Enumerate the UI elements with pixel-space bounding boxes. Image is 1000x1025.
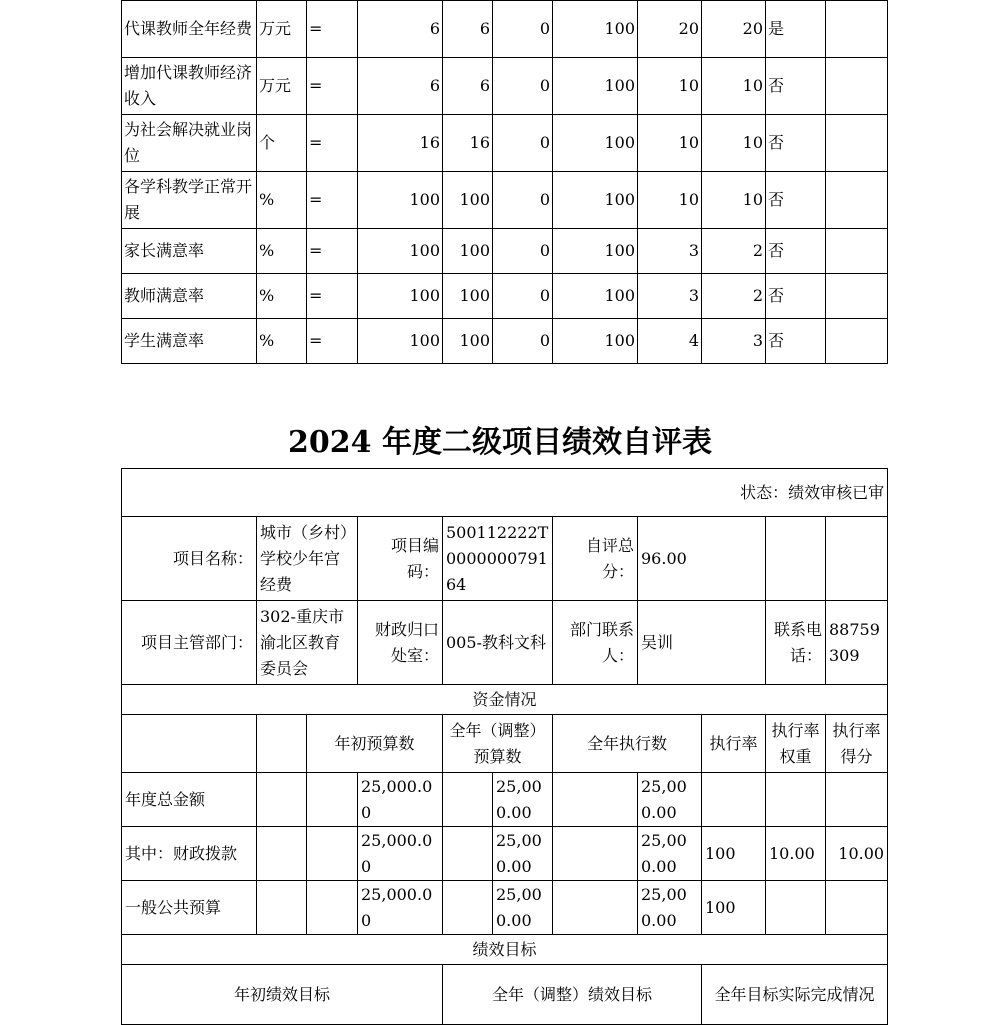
indicator-row xyxy=(122,319,888,364)
office-label: 财政归口处室： xyxy=(358,601,443,685)
self-score: 96.00 xyxy=(638,517,766,601)
indicator-diff: 0 xyxy=(493,319,553,364)
indicator-score: 20 xyxy=(702,1,766,58)
indicator-weight: 3 xyxy=(638,274,702,319)
indicator-note xyxy=(826,1,888,58)
funds-header-blank xyxy=(122,715,257,773)
indicator-score: 10 xyxy=(702,58,766,115)
indicator-unit: 万元 xyxy=(257,58,307,115)
indicator-rate: 100 xyxy=(553,172,638,229)
empty-cell xyxy=(307,773,358,827)
indicator-name: 增加代课教师经济收入 xyxy=(122,58,257,115)
phone: 88759309 xyxy=(826,601,888,685)
empty-cell xyxy=(553,773,638,827)
indicator-unit: % xyxy=(257,274,307,319)
indicator-weight: 10 xyxy=(638,115,702,172)
funds-weight xyxy=(766,881,826,935)
indicator-target: 6 xyxy=(358,1,443,58)
indicator-rate: 100 xyxy=(553,58,638,115)
indicator-weight: 20 xyxy=(638,1,702,58)
indicator-note xyxy=(826,274,888,319)
funds-row-label: 年度总金额 xyxy=(122,773,257,827)
indicator-adjusted: 100 xyxy=(443,319,493,364)
funds-weight: 10.00 xyxy=(766,827,826,881)
funds-adjusted: 25,000.00 xyxy=(493,773,553,827)
contact: 吴训 xyxy=(638,601,766,685)
indicator-weight: 3 xyxy=(638,229,702,274)
empty-cell xyxy=(257,827,307,881)
dept: 302-重庆市渝北区教育委员会 xyxy=(257,601,358,685)
project-code: 500112222T000000079164 xyxy=(443,517,553,601)
indicator-name: 学生满意率 xyxy=(122,319,257,364)
indicator-rate: 100 xyxy=(553,229,638,274)
indicator-row xyxy=(122,229,888,274)
funds-row-label: 其中：财政拨款 xyxy=(122,827,257,881)
indicator-name: 代课教师全年经费 xyxy=(122,1,257,58)
project-name-label: 项目名称： xyxy=(122,517,257,601)
indicator-adjusted: 100 xyxy=(443,229,493,274)
self-score-label: 自评总分： xyxy=(553,517,638,601)
funds-header-adjusted: 全年（调整）预算数 xyxy=(443,715,553,773)
indicator-unit: 万元 xyxy=(257,1,307,58)
indicator-target: 6 xyxy=(358,58,443,115)
indicator-row xyxy=(122,274,888,319)
indicator-score: 2 xyxy=(702,274,766,319)
indicator-operator: = xyxy=(307,172,358,229)
indicator-score: 10 xyxy=(702,172,766,229)
funds-score xyxy=(826,881,888,935)
indicator-target: 100 xyxy=(358,319,443,364)
funds-initial: 25,000.00 xyxy=(358,773,443,827)
empty-cell xyxy=(257,881,307,935)
empty-cell xyxy=(553,881,638,935)
indicator-operator: = xyxy=(307,229,358,274)
funds-adjusted: 25,000.00 xyxy=(493,881,553,935)
project-code-label: 项目编码： xyxy=(358,517,443,601)
indicator-name: 家长满意率 xyxy=(122,229,257,274)
indicator-diff: 0 xyxy=(493,115,553,172)
empty-cell xyxy=(553,827,638,881)
indicator-operator: = xyxy=(307,274,358,319)
project-name: 城市（乡村）学校少年宫经费 xyxy=(257,517,358,601)
indicator-table xyxy=(121,0,888,364)
funds-executed: 25,000.00 xyxy=(638,827,702,881)
indicator-flag: 否 xyxy=(766,319,826,364)
indicator-flag: 否 xyxy=(766,115,826,172)
funds-executed: 25,000.00 xyxy=(638,881,702,935)
funds-rate: 100 xyxy=(702,827,766,881)
contact-label: 部门联系人： xyxy=(553,601,638,685)
indicator-flag: 是 xyxy=(766,1,826,58)
funds-initial: 25,000.00 xyxy=(358,881,443,935)
indicator-diff: 0 xyxy=(493,58,553,115)
indicator-unit: % xyxy=(257,319,307,364)
indicator-target: 100 xyxy=(358,274,443,319)
indicator-rate: 100 xyxy=(553,274,638,319)
indicator-weight: 10 xyxy=(638,172,702,229)
indicator-flag: 否 xyxy=(766,58,826,115)
perf-header-adjusted: 全年（调整）绩效目标 xyxy=(443,965,702,1025)
funds-score: 10.00 xyxy=(826,827,888,881)
indicator-target: 100 xyxy=(358,229,443,274)
empty-cell xyxy=(443,881,493,935)
empty-cell xyxy=(443,827,493,881)
empty-cell xyxy=(307,827,358,881)
perf-header-actual: 全年目标实际完成情况 xyxy=(702,965,888,1025)
indicator-row xyxy=(122,172,888,229)
status-text: 状态：绩效审核已审 xyxy=(122,469,888,517)
indicator-score: 3 xyxy=(702,319,766,364)
indicator-operator: = xyxy=(307,1,358,58)
phone-label: 联系电话： xyxy=(766,601,826,685)
indicator-row xyxy=(122,115,888,172)
indicator-note xyxy=(826,229,888,274)
empty-cell xyxy=(826,517,888,601)
funds-header-rate-score: 执行率得分 xyxy=(826,715,888,773)
office: 005-教科文科 xyxy=(443,601,553,685)
indicator-note xyxy=(826,172,888,229)
indicator-name: 为社会解决就业岗位 xyxy=(122,115,257,172)
indicator-note xyxy=(826,58,888,115)
indicator-name: 教师满意率 xyxy=(122,274,257,319)
funds-header-rate: 执行率 xyxy=(702,715,766,773)
indicator-flag: 否 xyxy=(766,229,826,274)
indicator-operator: = xyxy=(307,58,358,115)
funds-weight xyxy=(766,773,826,827)
dept-label: 项目主管部门： xyxy=(122,601,257,685)
form-title: 2024 年度二级项目绩效自评表 xyxy=(288,425,712,460)
indicator-operator: = xyxy=(307,115,358,172)
funds-rate: 100 xyxy=(702,881,766,935)
indicator-weight: 4 xyxy=(638,319,702,364)
indicator-operator: = xyxy=(307,319,358,364)
empty-cell xyxy=(307,881,358,935)
empty-cell xyxy=(257,773,307,827)
self-eval-form xyxy=(121,468,888,1025)
indicator-row xyxy=(122,58,888,115)
funds-header-blank xyxy=(257,715,307,773)
indicator-unit: 个 xyxy=(257,115,307,172)
funds-section-title: 资金情况 xyxy=(122,685,888,715)
indicator-rate: 100 xyxy=(553,1,638,58)
funds-header-executed: 全年执行数 xyxy=(553,715,702,773)
indicator-note xyxy=(826,115,888,172)
funds-score xyxy=(826,773,888,827)
perf-header-initial: 年初绩效目标 xyxy=(122,965,443,1025)
indicator-diff: 0 xyxy=(493,274,553,319)
funds-executed: 25,000.00 xyxy=(638,773,702,827)
funds-header-rate-weight: 执行率权重 xyxy=(766,715,826,773)
indicator-score: 10 xyxy=(702,115,766,172)
indicator-diff: 0 xyxy=(493,1,553,58)
empty-cell xyxy=(766,517,826,601)
indicator-name: 各学科教学正常开展 xyxy=(122,172,257,229)
funds-adjusted: 25,000.00 xyxy=(493,827,553,881)
indicator-adjusted: 100 xyxy=(443,172,493,229)
indicator-adjusted: 6 xyxy=(443,1,493,58)
indicator-target: 16 xyxy=(358,115,443,172)
indicator-note xyxy=(826,319,888,364)
indicator-row xyxy=(122,1,888,58)
indicator-diff: 0 xyxy=(493,229,553,274)
empty-cell xyxy=(443,773,493,827)
indicator-rate: 100 xyxy=(553,115,638,172)
indicator-adjusted: 16 xyxy=(443,115,493,172)
funds-rate xyxy=(702,773,766,827)
indicator-unit: % xyxy=(257,172,307,229)
indicator-flag: 否 xyxy=(766,274,826,319)
indicator-diff: 0 xyxy=(493,172,553,229)
funds-initial: 25,000.00 xyxy=(358,827,443,881)
funds-header-initial: 年初预算数 xyxy=(307,715,443,773)
indicator-score: 2 xyxy=(702,229,766,274)
indicator-adjusted: 100 xyxy=(443,274,493,319)
indicator-target: 100 xyxy=(358,172,443,229)
indicator-weight: 10 xyxy=(638,58,702,115)
funds-row-label: 一般公共预算 xyxy=(122,881,257,935)
indicator-flag: 否 xyxy=(766,172,826,229)
perf-section-title: 绩效目标 xyxy=(122,935,888,965)
indicator-rate: 100 xyxy=(553,319,638,364)
indicator-unit: % xyxy=(257,229,307,274)
indicator-adjusted: 6 xyxy=(443,58,493,115)
